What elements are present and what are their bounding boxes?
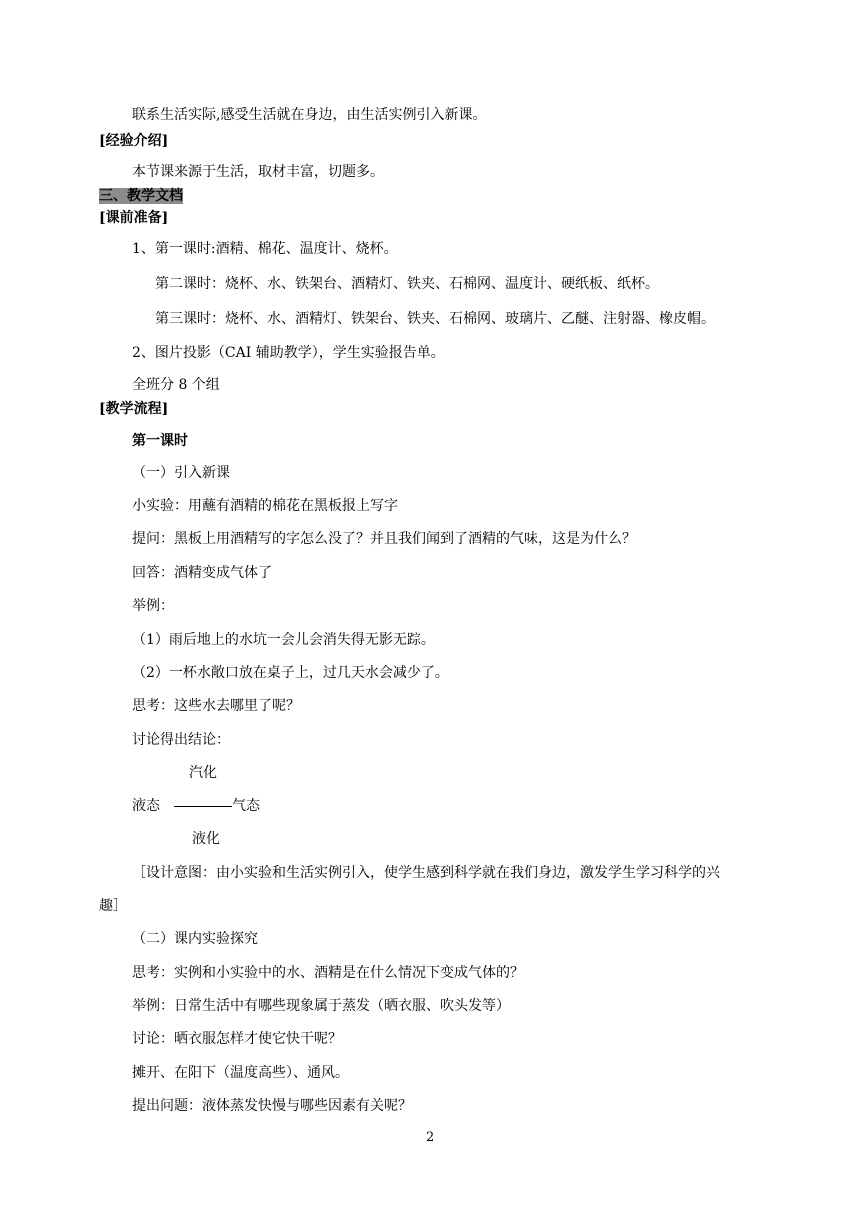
paragraph: 举例：日常生活中有哪些现象属于蒸发（晒衣服、吹头发等） <box>132 998 510 1014</box>
paragraph: 联系生活实际,感受生活就在身边，由生活实例引入新课。 <box>132 107 487 123</box>
list-item: （2）一杯水敞口放在桌子上，过几天水会减少了。 <box>132 665 449 681</box>
design-note: ［设计意图：由小实验和生活实例引入，使学生感到科学就在我们身边，激发学生学习科学的兴 <box>132 865 720 881</box>
paragraph: 思考：实例和小实验中的水、酒精是在什么情况下变成气体的？ <box>132 965 524 981</box>
gas-label: 气态 <box>232 798 260 814</box>
paragraph: 提出问题：液体蒸发快慢与哪些因素有关呢？ <box>132 1098 412 1114</box>
state-change-diagram <box>132 797 260 815</box>
section-heading: [经验介绍] <box>99 133 169 149</box>
paragraph: 讨论：晒衣服怎样才使它快干呢？ <box>132 1031 342 1047</box>
list-item: 2、图片投影（CAI 辅助教学），学生实验报告单。 <box>132 345 445 361</box>
arrow-line <box>174 806 232 807</box>
list-item: 第三课时：烧杯、水、酒精灯、铁架台、铁夹、石棉网、玻璃片、乙醚、注射器、橡皮帽。 <box>155 311 715 327</box>
subheading: （一）引入新课 <box>132 465 230 481</box>
paragraph: 举例： <box>132 598 174 614</box>
paragraph: 讨论得出结论： <box>132 732 230 748</box>
subheading: 第一课时 <box>132 433 188 449</box>
page-number: 2 <box>426 1130 435 1145</box>
section-heading: [课前准备] <box>99 210 169 226</box>
liquid-label: 液态 <box>132 798 160 814</box>
paragraph: 全班分 8 个组 <box>132 377 220 393</box>
paragraph: 回答：酒精变成气体了 <box>132 565 272 581</box>
section-heading: [教学流程] <box>99 401 169 417</box>
paragraph: 思考：这些水去哪里了呢？ <box>132 698 300 714</box>
chapter-heading: 三、教学文档 <box>99 188 183 204</box>
diagram-label-bottom: 液化 <box>192 831 220 847</box>
diagram-label-top: 汽化 <box>189 765 217 781</box>
list-item: 1、第一课时:酒精、棉花、温度计、烧杯。 <box>132 241 398 257</box>
paragraph: 提问：黑板上用酒精写的字怎么没了？并且我们闻到了酒精的气味，这是为什么？ <box>132 531 636 547</box>
paragraph: 小实验：用蘸有酒精的棉花在黑板报上写字 <box>132 498 398 514</box>
subheading: （二）课内实验探究 <box>132 931 258 947</box>
list-item: （1）雨后地上的水坑一会儿会消失得无影无踪。 <box>132 632 435 648</box>
paragraph: 本节课来源于生活，取材丰富，切题多。 <box>132 164 384 180</box>
list-item: 第二课时：烧杯、水、铁架台、酒精灯、铁夹、石棉网、温度计、硬纸板、纸杯。 <box>155 276 659 292</box>
design-note-continued: 趣］ <box>99 898 127 914</box>
paragraph: 摊开、在阳下（温度高些）、通风。 <box>132 1065 349 1081</box>
